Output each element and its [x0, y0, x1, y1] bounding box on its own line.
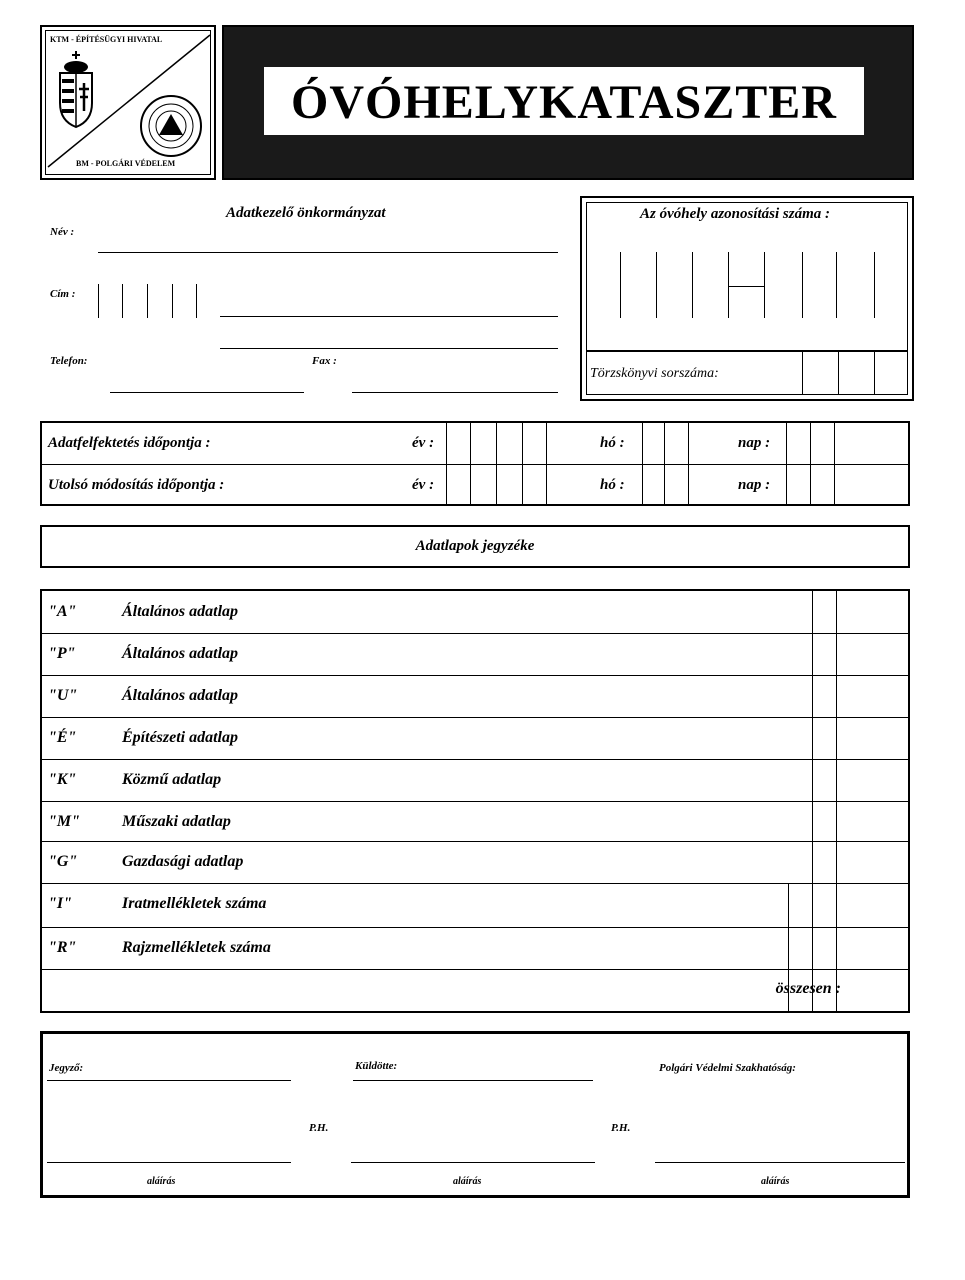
civil-defence-emblem-icon [138, 93, 204, 159]
authority-signature-line[interactable] [655, 1162, 905, 1163]
sender-label: Küldötte: [355, 1060, 398, 1072]
phone-field[interactable] [110, 392, 304, 393]
sheet-code: "G" [48, 853, 78, 870]
sheet-code: "I" [48, 895, 72, 912]
sheet-label: Rajzmellékletek száma [122, 939, 271, 956]
sheet-label: Általános adatlap [122, 687, 239, 704]
sheet-code: "P" [48, 645, 76, 662]
authority-signature-caption: aláírás [761, 1176, 790, 1187]
logo-box [40, 25, 216, 180]
phone-label: Telefon: [50, 355, 88, 367]
sheets-title: Adatlapok jegyzéke [415, 538, 535, 554]
sheet-row [42, 927, 908, 969]
notary-signature-caption: aláírás [147, 1176, 176, 1187]
sheets-title-box [40, 525, 910, 568]
modified-date-label: Utolsó módosítás időpontja : [48, 477, 225, 493]
sheet-row [42, 759, 908, 801]
postcode-field[interactable] [96, 284, 206, 318]
modified-year-label: év : [412, 477, 435, 493]
sheet-label: Általános adatlap [122, 603, 239, 620]
month-cells[interactable] [642, 423, 690, 504]
total-label: összesen : [775, 980, 841, 997]
stamp-label-1: P.H. [309, 1122, 329, 1134]
sheet-label: Gazdasági adatlap [122, 853, 244, 870]
sheet-row [42, 841, 908, 883]
sheet-code: "É" [48, 729, 77, 746]
sheet-count-cell[interactable] [812, 759, 836, 801]
title-banner [222, 25, 914, 180]
sheet-row [42, 717, 908, 759]
identifier-number-field[interactable] [618, 252, 878, 318]
sheet-count-cell[interactable] [812, 591, 836, 633]
sender-signature-line[interactable] [351, 1162, 595, 1163]
sheet-label: Iratmellékletek száma [122, 895, 267, 912]
entry-day-label: nap : [738, 435, 771, 451]
sheet-label: Közmű adatlap [122, 771, 222, 788]
sheet-count-cell[interactable] [812, 801, 836, 841]
modified-month-label: hó : [600, 477, 625, 493]
agency-bottom-text: BM - POLGÁRI VÉDELEM [76, 159, 176, 168]
coat-of-arms-icon [56, 49, 96, 129]
sheet-label: Építészeti adatlap [122, 729, 238, 746]
sheet-count-cell[interactable] [812, 675, 836, 717]
dates-table [40, 421, 910, 506]
owner-section-title: Adatkezelő önkormányzat [226, 205, 386, 221]
identifier-box [580, 196, 914, 401]
fax-field[interactable] [352, 392, 558, 393]
authority-label: Polgári Védelmi Szakhatóság: [659, 1062, 796, 1074]
fax-label: Fax : [312, 355, 337, 367]
entry-month-label: hó : [600, 435, 625, 451]
sheet-row [42, 591, 908, 633]
sheet-count-cell[interactable] [812, 841, 836, 883]
stamp-label-2: P.H. [611, 1122, 631, 1134]
notary-signature-line[interactable] [47, 1162, 291, 1163]
sheet-code: "U" [48, 687, 78, 704]
agency-top-text: KTM - ÉPÍTÉSÜGYI HIVATAL [50, 35, 163, 44]
sheet-count-cell[interactable] [788, 883, 836, 927]
sheet-count-cell[interactable] [812, 633, 836, 675]
sheet-code: "M" [48, 813, 80, 830]
signature-box [40, 1031, 910, 1198]
address-field-line-1[interactable] [220, 316, 558, 317]
sheet-count-cell[interactable] [812, 717, 836, 759]
identifier-title: Az óvóhely azonosítási száma : [640, 206, 831, 222]
sheet-row [42, 633, 908, 675]
sender-signature-caption: aláírás [453, 1176, 482, 1187]
registry-number-field[interactable] [802, 350, 910, 395]
notary-label: Jegyző: [49, 1062, 84, 1074]
sheets-table [40, 589, 910, 1013]
sheet-code: "K" [48, 771, 77, 788]
registry-label: Törzskönyvi sorszáma: [590, 366, 719, 381]
sheet-code: "A" [48, 603, 77, 620]
name-label: Név : [50, 226, 75, 238]
sheet-row [42, 883, 908, 927]
page-title: ÓVÓHELYKATASZTER [291, 76, 837, 129]
address-label: Cím : [50, 288, 76, 300]
sheet-code: "R" [48, 939, 77, 956]
day-cells[interactable] [786, 423, 836, 504]
year-cells[interactable] [446, 423, 546, 504]
name-field[interactable] [98, 252, 558, 253]
sheet-row [42, 675, 908, 717]
sheet-label: Általános adatlap [122, 645, 239, 662]
sheet-label: Műszaki adatlap [122, 813, 231, 830]
sheet-row [42, 801, 908, 841]
address-field-line-2[interactable] [220, 348, 558, 349]
entry-date-label: Adatfelfektetés időpontja : [48, 435, 211, 451]
modified-day-label: nap : [738, 477, 771, 493]
sheet-count-cell[interactable] [788, 927, 836, 969]
row-divider [42, 969, 908, 970]
entry-year-label: év : [412, 435, 435, 451]
